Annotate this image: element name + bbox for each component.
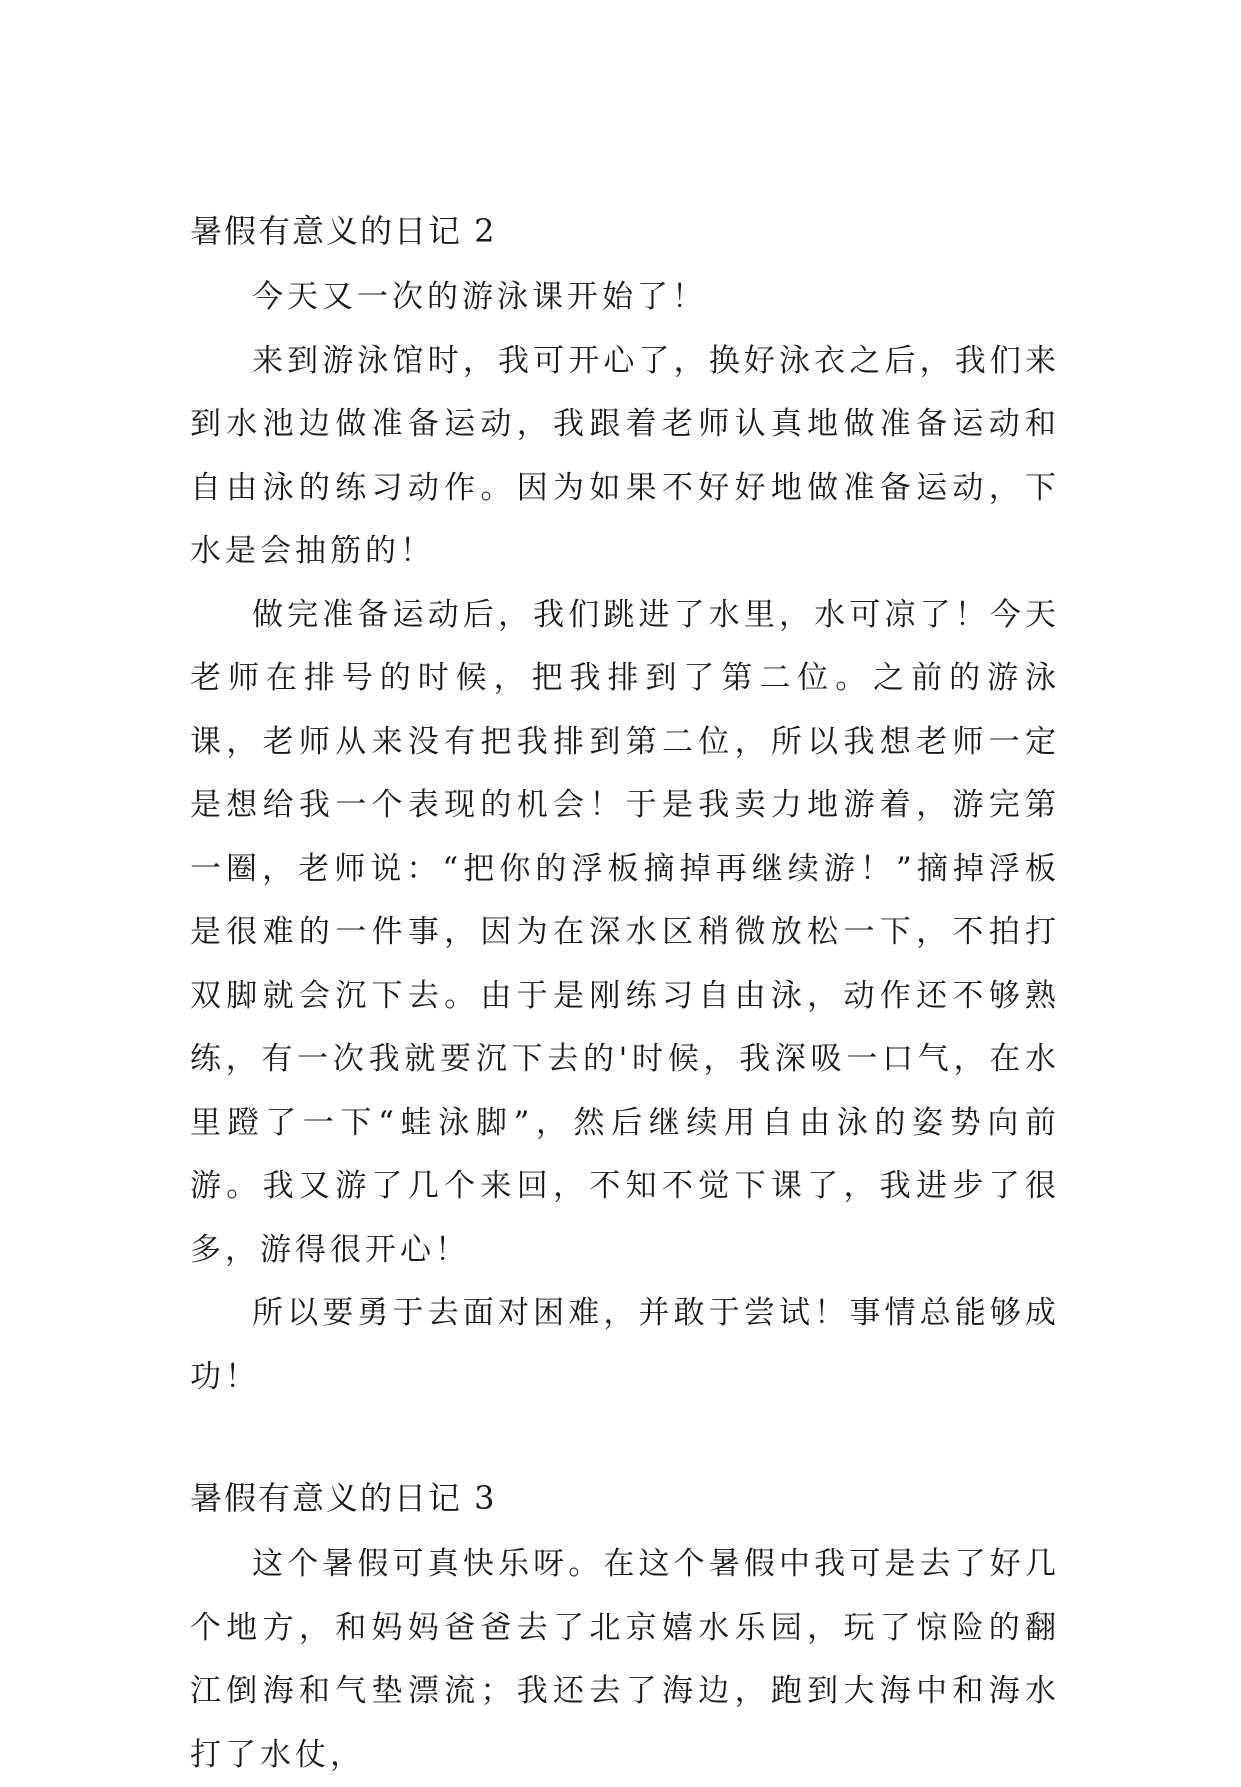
diary-2-paragraph-3: 做完准备运动后，我们跳进了水里，水可凉了！今天老师在排号的时候，把我排到了第二位。之前的游泳课，老师从来没有把我排到第二位，所以我想老师一定是想给我一个表现的机会！于是我卖力地游着，游完第一圈，老师说：“把你的浮板摘掉再继续游！”摘掉浮板是很难的一件事，因为在深水区稍微放松一下，不拍打双脚就会沉下去。由于是刚练习自由泳，动作还不够熟练，有一次我就要沉下去的'时候，我深吸一口气，在水里蹬了一下“蛙泳脚”，然后继续用自由泳的姿势向前游。我又游了几个来回，不知不觉下课了，我进步了很多，游得很开心！ (190, 596, 1060, 1268)
diary-2-paragraph-4: 所以要勇于去面对困难，并敢于尝试！事情总能够成功！ (190, 1295, 1060, 1395)
section-title-diary-2: 暑假有意义的日记 2 (190, 212, 497, 250)
diary-2-paragraph-2: 来到游泳馆时，我可开心了，换好泳衣之后，我们来到水池边做准备运动，我跟着老师认真地做准备运动和自由泳的练习动作。因为如果不好好地做准备运动，下水是会抽筋的！ (190, 342, 1060, 569)
diary-2-paragraph-1: 今天又一次的游泳课开始了！ (252, 279, 707, 315)
section-divider-space (190, 1409, 1060, 1477)
diary-3-paragraph-1: 这个暑假可真快乐呀。在这个暑假中我可是去了好几个地方，和妈妈爸爸去了北京嬉水乐园，玩了惊险的翻江倒海和气垫漂流；我还去了海边，跑到大海中和海水打了水仗， (190, 1546, 1060, 1773)
section-title-diary-3: 暑假有意义的日记 3 (190, 1479, 497, 1517)
document-body (190, 210, 1060, 1787)
